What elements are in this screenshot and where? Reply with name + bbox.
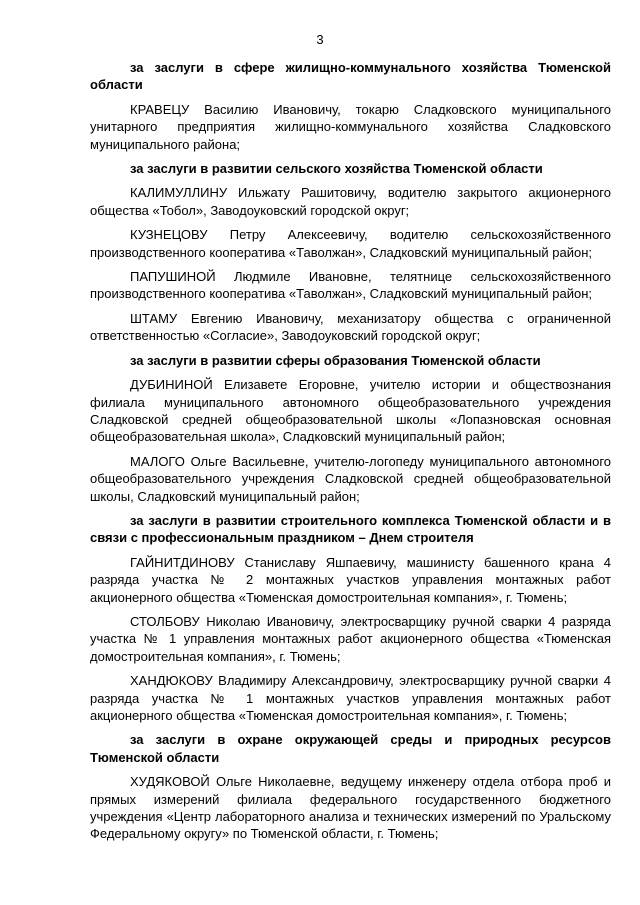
section-heading: за заслуги в охране окружающей среды и природных ресурсов Тюменской области <box>90 732 611 765</box>
award-entry: СТОЛБОВУ Николаю Ивановичу, электросварщику ручной сварки 4 разряда участка № 1 управления монтажных работ акционерного общества «Тюменская домостроительная компания», г. Тюмень; <box>90 613 611 664</box>
award-entry: КАЛИМУЛЛИНУ Ильжату Рашитовичу, водителю закрытого акционерного общества «Тобол», Заводоуковский городской округ; <box>90 185 611 218</box>
award-entry: ХУДЯКОВОЙ Ольге Николаевне, ведущему инженеру отдела отбора проб и прямых измерений филиала федерального государственного бюджетного учреждения «Центр лабораторного анализа и технических измерений по Уральскому Федеральному округу» по Тюменской области, г. Тюмень; <box>90 774 611 842</box>
section-heading: за заслуги в развитии сферы образования Тюменской области <box>130 352 541 368</box>
award-entry: ШТАМУ Евгению Ивановичу, механизатору общества с ограниченной ответственностью «Согласие», Заводоуковский городской округ; <box>90 310 611 344</box>
section-heading: за заслуги в развитии сельского хозяйства Тюменской области <box>130 161 543 177</box>
award-entry: МАЛОГО Ольге Васильевне, учителю-логопеду муниципального автономного общеобразовательного учреждения Сладковской средней общеобразовательной школы, Сладковский муниципальный район; <box>90 453 611 504</box>
award-entry: КРАВЕЦУ Василию Ивановичу, токарю Сладковского муниципального унитарного предприятия жилищно-коммунального хозяйства Сладковского муниципального района; <box>90 101 611 152</box>
section-heading: за заслуги в развитии строительного комплекса Тюменской области и в связи с профессиональным праздником – Днем строителя <box>90 512 611 546</box>
award-entry: ДУБИНИНОЙ Елизавете Егоровне, учителю истории и обществознания филиала муниципального автономного общеобразовательного учреждения Сладковской средней общеобразовательной школы «Лопазновская основная общеобразовательная школа», Сладковский муниципальный район; <box>90 377 611 445</box>
section-heading: за заслуги в сфере жилищно-коммунального хозяйства Тюменской области <box>90 60 611 93</box>
page-number: 3 <box>316 32 324 47</box>
award-entry: ХАНДЮКОВУ Владимиру Александровичу, электросварщику ручной сварки 4 разряда участка № 1 монтажных участков управления монтажных работ акционерного общества «Тюменская домостроительная компания», г. Тюмень; <box>90 673 611 723</box>
award-entry: ГАЙНИТДИНОВУ Станиславу Яшпаевичу, машинисту башенного крана 4 разряда участка № 2 монтажных участков управления монтажных работ акционерного общества «Тюменская домостроительная компания», г. Тюмень; <box>90 554 611 605</box>
document-body <box>90 59 611 850</box>
award-entry: ПАПУШИНОЙ Людмиле Ивановне, телятнице сельскохозяйственного производственного кооператива «Таволжан», Сладковский муниципальный район; <box>90 269 611 302</box>
award-entry: КУЗНЕЦОВУ Петру Алексеевичу, водителю сельскохозяйственного производственного кооператива «Таволжан», Сладковский муниципальный район; <box>90 227 611 260</box>
